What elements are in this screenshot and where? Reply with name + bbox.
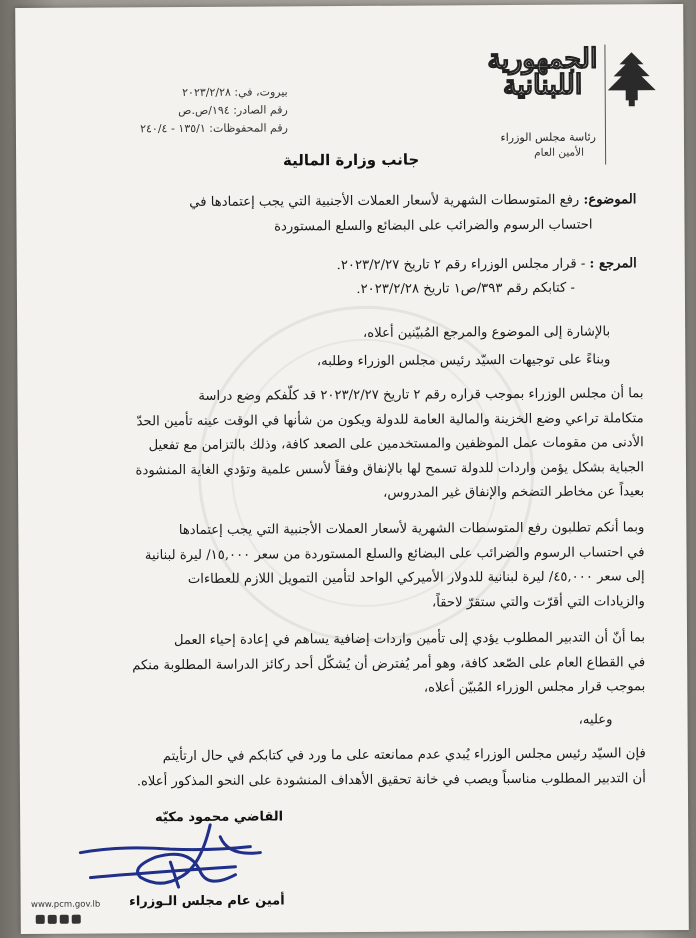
subject-line-1: رفع المتوسطات الشهرية لأسعار العملات الأجنبية التي يجب إعتمادها في [189, 192, 580, 210]
paragraph-7-line: أن التدبير المطلوب مناسباً ويصب في خانة تحقيق الأهداف المنشودة على النحو المذكور أعلاه. [136, 770, 646, 789]
subject-block [56, 192, 636, 211]
document-page [15, 4, 689, 934]
paragraph-7 [60, 742, 646, 795]
paragraph-3-line: بعيداً عن مخاطر التضخم والإنفاق غير المدروس، [383, 484, 645, 501]
subject-line-2: احتساب الرسوم والضرائب على البضائع والسلع المستوردة [274, 217, 593, 235]
emblem-line-1: الجمهورية [487, 43, 598, 76]
meta-issued-number: رقم الصادر: ١٩٤/ص.ص [178, 103, 288, 118]
youtube-icon [72, 915, 81, 924]
paragraph-4-line: وبما أنكم تطلبون رفع المتوسطات الشهرية لأسعار العملات الأجنبية التي يجب إعتمادها [178, 520, 645, 539]
paragraph-4-line: والزيادات التي أقرّت والتي ستقرّ لاحقاً، [431, 593, 645, 611]
reference-item-2: - كتابكم رقم ٣٩٣/ص١ تاريخ ٢٠٢٣/٢/٢٨. [356, 280, 575, 297]
subject-label: الموضوع: [583, 192, 637, 208]
emblem-line-2: اللبنانية [502, 69, 583, 102]
paragraph-7-line: فإن السيّد رئيس مجلس الوزراء يُبدي عدم ممانعته على ما ورد في كتابكم في حال ارتأيتم [162, 746, 646, 765]
meta-archive-number: رقم المحفوظات: ١٣٥/١ - ٢٤٠/٤ [140, 121, 288, 136]
reference-label: المرجع : [589, 256, 637, 272]
paragraph-2-text: وبناءً على توجيهات السيّد رئيس مجلس الوزراء وطلبه، [316, 352, 611, 370]
paragraph-4 [58, 516, 645, 618]
paragraph-1 [110, 324, 610, 342]
paragraph-2 [110, 352, 610, 370]
paragraph-3-line: بما أن مجلس الوزراء بموجب قراره رقم ٢ تاريخ ٢٠٢٣/٢/٢٧ قد كلّفكم وضع دراسة [198, 386, 644, 404]
reference-item-1: - قرار مجلس الوزراء رقم ٢ تاريخ ٢٠٢٣/٢/٢٧. [336, 256, 586, 274]
paragraph-5-line: بموجب قرار مجلس الوزراء المُبيّن أعلاه، [423, 679, 646, 696]
reference-block [57, 256, 637, 275]
paragraph-5 [59, 626, 645, 703]
paragraph-3-line: الأدنى من مقومات عمل الموظفين والمستخدمين على الصعد كافة، وذلك بالتزامن مع تفعيل [148, 435, 644, 454]
subject-line-2-block [92, 218, 592, 236]
paragraph-4-line: إلى سعر ٤٥,٠٠٠/ ليرة لبنانية للدولار الأميركي الواحد لتأمين التمويل اللازم للعطاءات [187, 569, 645, 588]
paragraph-6-text: وعليه، [578, 712, 613, 728]
footer-website: www.pcm.gov.lb [30, 899, 101, 910]
social-icons [36, 915, 81, 924]
paragraph-6 [412, 712, 612, 728]
addressee-title: جانب وزارة المالية [282, 150, 420, 170]
republic-emblem [487, 43, 598, 102]
paragraph-5-line: في القطاع العام على الصّعد كافة، وهو أمر يُفترض أن يُشكّل أحد ركائز الدراسة المطلوبة منكم [132, 654, 646, 673]
cedar-tree-icon [601, 50, 661, 108]
twitter-icon [48, 915, 57, 924]
presidency-label: رئاسة مجلس الوزراء [500, 130, 597, 145]
facebook-icon [36, 915, 45, 924]
secretary-general-label: الأمين العام [534, 146, 585, 159]
signatory-title: أمين عام مجلس الـوزراء [129, 893, 285, 910]
paragraph-1-text: بالإشارة إلى الموضوع والمرجع المُبيّنين أعلاه، [362, 324, 611, 341]
signatory-name: القاضي محمود مكيّه [154, 809, 284, 826]
meta-date: بيروت، في: ٢٠٢٣/٢/٢٨ [182, 85, 288, 100]
paragraph-3-line: متكاملة تراعي وضع الخزينة والمالية العامة للدولة ويكون من شأنها في الوقت عينه تأمين الحدّ [136, 410, 644, 429]
instagram-icon [60, 915, 69, 924]
reference-item-2-block [75, 281, 575, 299]
document-meta [118, 83, 288, 138]
paragraph-4-line: في احتساب الرسوم والضرائب على البضائع والسلع المستوردة من سعر ١٥,٠٠٠/ ليرة لبنانية [144, 544, 645, 563]
paragraph-5-line: بما أنّ أن التدبير المطلوب يؤدي إلى تأمين واردات إضافية يساهم في إعادة إحياء العمل [173, 630, 646, 649]
letterhead [15, 4, 684, 159]
paragraph-3-line: الجباية بشكل يؤمن واردات للدولة تسمح لها بالإنفاق وفقاً لأسس علمية وتؤدي الغاية المنشودة [135, 459, 645, 478]
paragraph-3 [57, 382, 644, 508]
